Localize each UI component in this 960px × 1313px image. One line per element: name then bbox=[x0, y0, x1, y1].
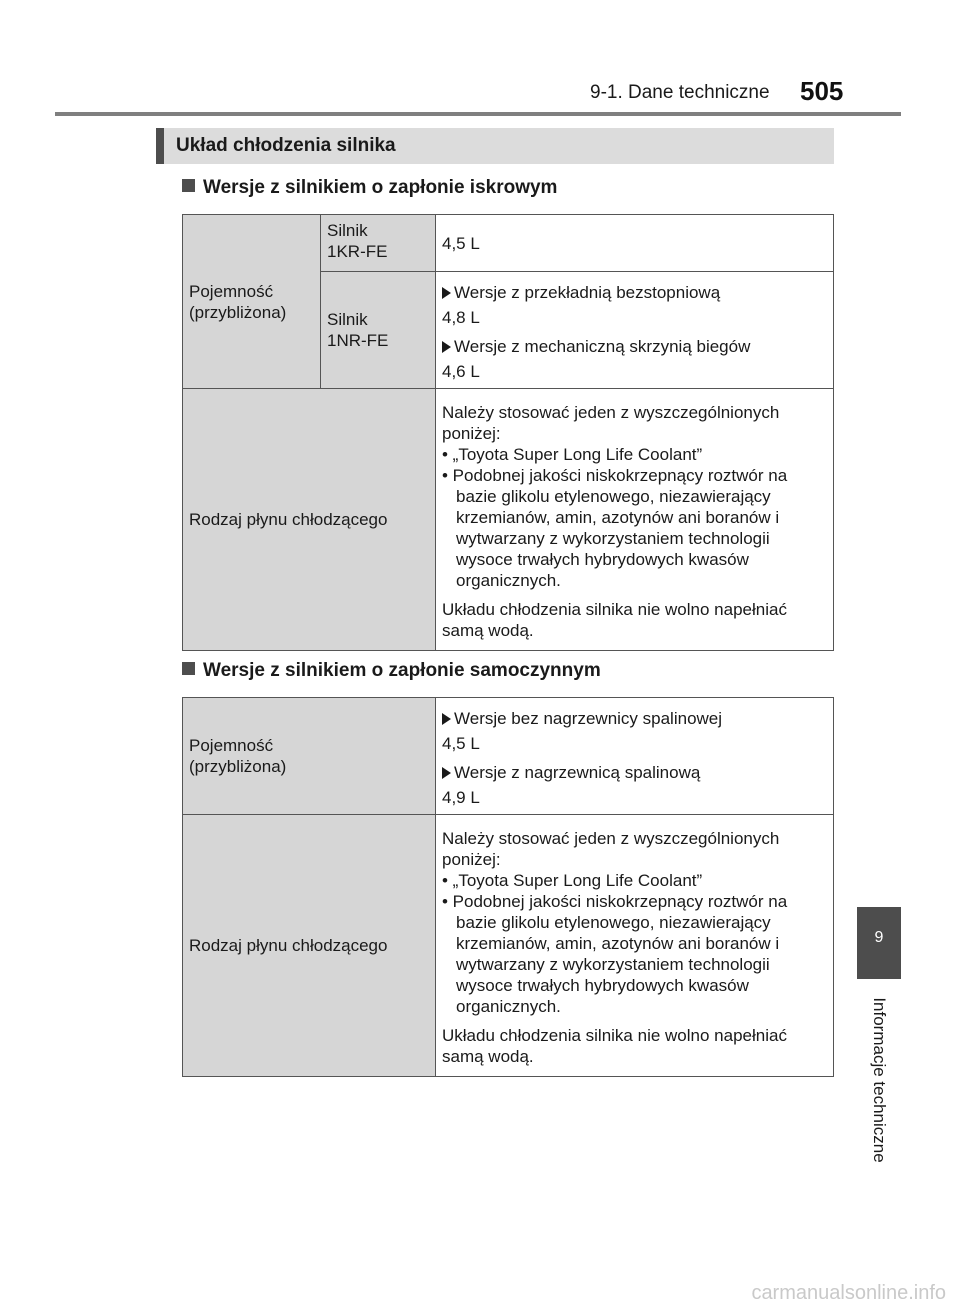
engine2-option1 bbox=[442, 282, 827, 303]
square-bullet-icon bbox=[182, 662, 195, 675]
coolant-values bbox=[436, 389, 834, 651]
section-title-marker bbox=[156, 128, 164, 164]
section-title: Układ chłodzenia silnika bbox=[176, 135, 396, 156]
header-rule bbox=[55, 112, 901, 116]
table-row bbox=[183, 815, 834, 1077]
diesel-coolant-intro: Należy stosować jeden z wyszczególnionych poniżej: bbox=[442, 829, 780, 869]
diesel-option2-text: Wersje z nagrzewnicą spalinową bbox=[454, 763, 701, 782]
spark-heading-block bbox=[182, 177, 557, 199]
engine2-values bbox=[436, 272, 834, 389]
diesel-capacity-label: Pojemność (przybliżona) bbox=[183, 698, 436, 815]
diesel-value2: 4,9 L bbox=[442, 788, 480, 807]
chapter-tab bbox=[857, 907, 901, 979]
page-number: 505 bbox=[800, 76, 844, 106]
coolant-note: Układu chłodzenia silnika nie wolno napełniać samą wodą. bbox=[442, 600, 787, 640]
table-row bbox=[183, 389, 834, 651]
chapter-number: 9 bbox=[874, 929, 884, 946]
diesel-option1 bbox=[442, 708, 827, 729]
engine2-value2: 4,6 L bbox=[442, 362, 480, 381]
diesel-heading-block bbox=[182, 660, 601, 682]
diesel-option2 bbox=[442, 762, 827, 783]
header-section-title: 9-1. Dane techniczne bbox=[590, 82, 770, 103]
watermark: carmanualsonline.info bbox=[751, 1282, 946, 1304]
section-title-band bbox=[156, 128, 834, 164]
diesel-value1: 4,5 L bbox=[442, 734, 480, 753]
square-bullet-icon bbox=[182, 179, 195, 192]
arrow-right-icon bbox=[442, 767, 451, 779]
diesel-capacity-values bbox=[436, 698, 834, 815]
engine2-value1: 4,8 L bbox=[442, 308, 480, 327]
spark-spec-table bbox=[182, 214, 834, 651]
diesel-heading: Wersje z silnikiem o zapłonie samoczynnym bbox=[203, 660, 601, 681]
engine2-option2 bbox=[442, 336, 827, 357]
diesel-coolant-note: Układu chłodzenia silnika nie wolno napełniać samą wodą. bbox=[442, 1026, 787, 1066]
table-row bbox=[183, 698, 834, 815]
diesel-coolant-label: Rodzaj płynu chłodzącego bbox=[183, 815, 436, 1077]
diesel-spec-table bbox=[182, 697, 834, 1077]
arrow-right-icon bbox=[442, 341, 451, 353]
coolant-bullet-1: • „Toyota Super Long Life Coolant” bbox=[442, 445, 703, 464]
engine1-value: 4,5 L bbox=[436, 215, 834, 272]
diesel-option1-text: Wersje bez nagrzewnicy spalinowej bbox=[454, 709, 723, 728]
diesel-coolant-bullet-2: • Podobnej jakości niskokrzepnący roztwór na bazie glikolu etylenowego, niezawierający krzemianów, amin, azotynów ani boranów i wytwarzany z wykorzystaniem technologii wysoce trwałych hybrydowych kwasów organicznych. bbox=[442, 892, 788, 1016]
coolant-label: Rodzaj płynu chłodzącego bbox=[183, 389, 436, 651]
table-row bbox=[183, 215, 834, 272]
arrow-right-icon bbox=[442, 713, 451, 725]
engine2-option2-text: Wersje z mechaniczną skrzynią biegów bbox=[454, 337, 751, 356]
capacity-label: Pojemność (przybliżona) bbox=[183, 215, 321, 389]
diesel-coolant-values bbox=[436, 815, 834, 1077]
engine2-option1-text: Wersje z przekładnią bezstopniową bbox=[454, 283, 721, 302]
diesel-coolant-bullet-1: • „Toyota Super Long Life Coolant” bbox=[442, 871, 703, 890]
chapter-label: Informacje techniczne bbox=[870, 997, 889, 1163]
coolant-bullet-2: • Podobnej jakości niskokrzepnący roztwór na bazie glikolu etylenowego, niezawierający krzemianów, amin, azotynów ani boranów i wytwarzany z wykorzystaniem technologii wysoce trwałych hybrydowych kwasów organicznych. bbox=[442, 466, 788, 590]
spark-heading: Wersje z silnikiem o zapłonie iskrowym bbox=[203, 177, 558, 198]
arrow-right-icon bbox=[442, 287, 451, 299]
coolant-intro: Należy stosować jeden z wyszczególnionych poniżej: bbox=[442, 403, 780, 443]
engine1-label: Silnik 1KR-FE bbox=[321, 215, 436, 272]
engine2-label: Silnik 1NR-FE bbox=[321, 272, 436, 389]
